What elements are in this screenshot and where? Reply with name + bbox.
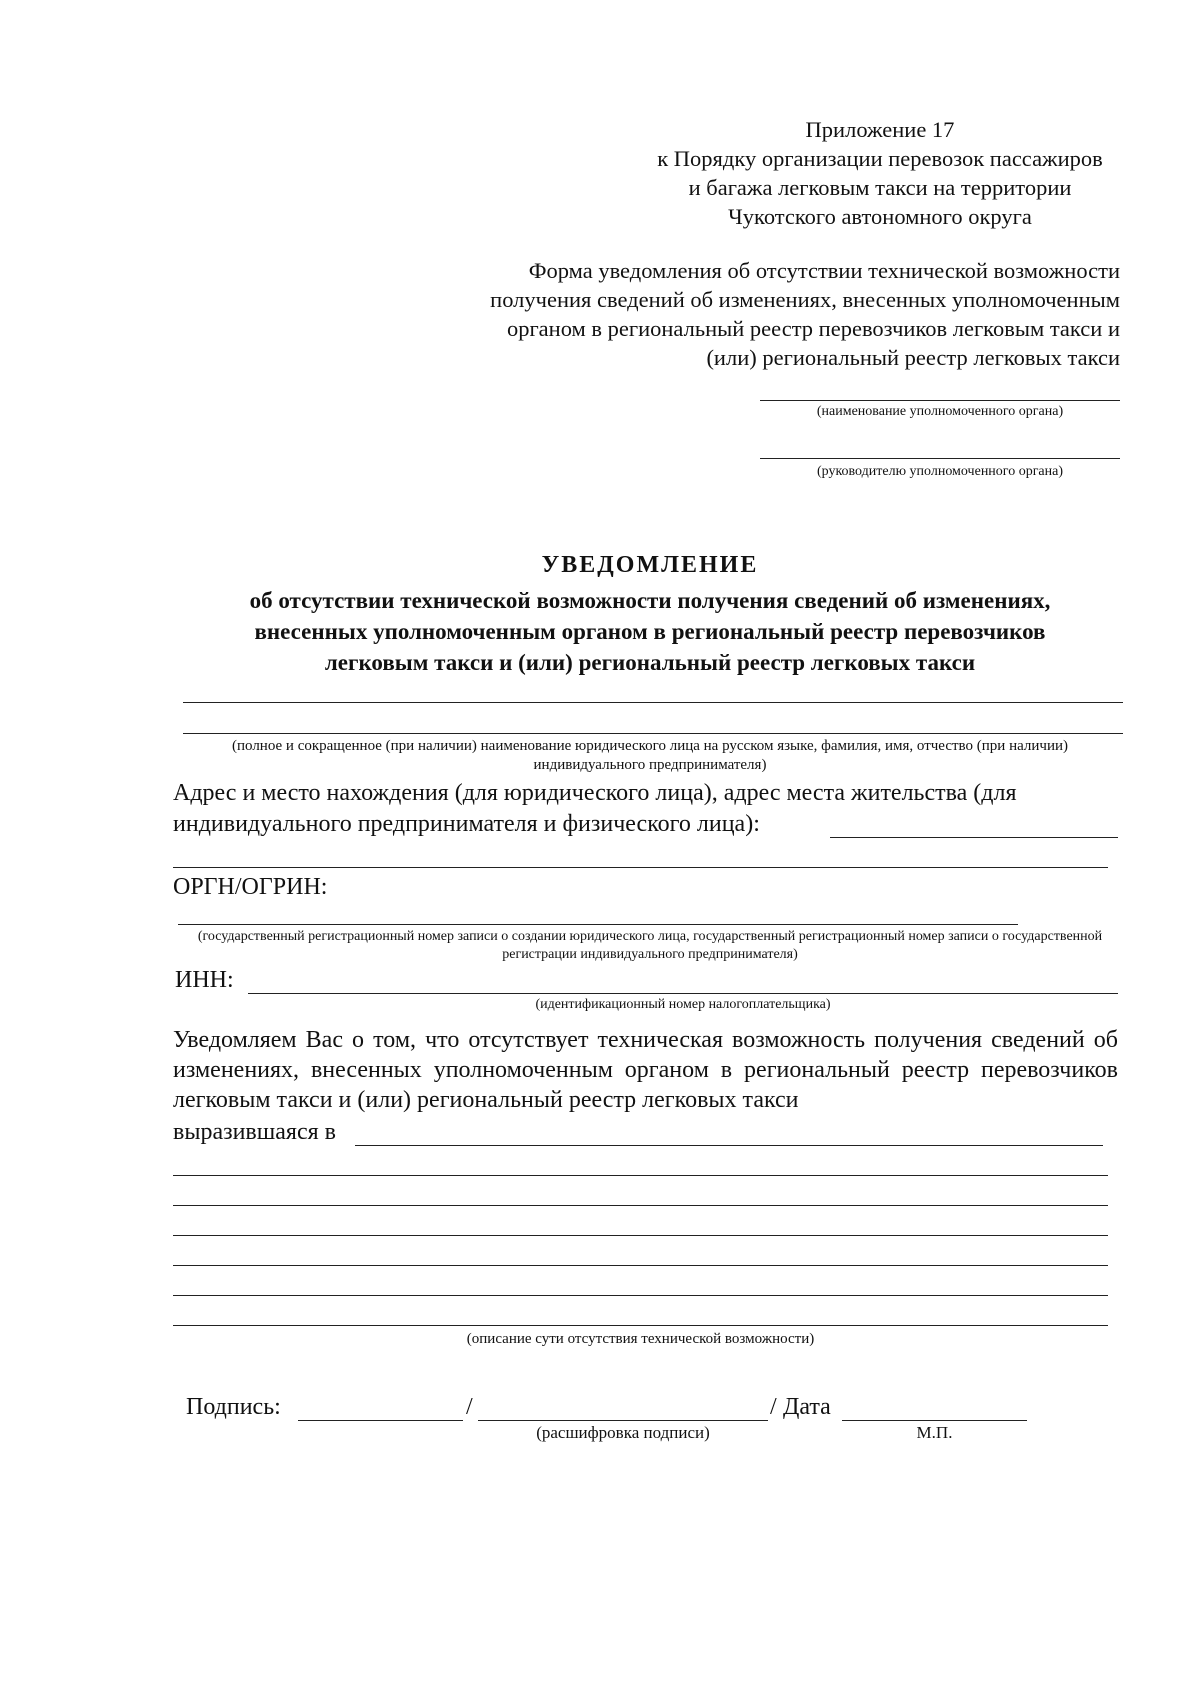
appendix-line-4: Чукотского автономного округа: [728, 204, 1032, 229]
address-label-line-2: индивидуального предпринимателя и физического лица):: [173, 811, 760, 837]
document-subtitle: [160, 585, 1140, 678]
address-label-line-1: Адрес и место нахождения (для юридического лица), адрес места жительства (для: [173, 780, 1017, 806]
description-line-1[interactable]: [173, 1175, 1108, 1176]
appendix-line-1: Приложение 17: [805, 117, 955, 142]
authority-head-field[interactable]: [760, 458, 1120, 459]
description-line-4[interactable]: [173, 1265, 1108, 1266]
appendix-line-3: и багажа легковым такси на территории: [688, 175, 1072, 200]
form-title-line-1: Форма уведомления об отсутствии технической возможности: [528, 258, 1120, 283]
org-name-field-1[interactable]: [183, 702, 1123, 703]
description-caption: (описание сути отсутствия технической возможности): [466, 1331, 815, 1347]
description-line-5[interactable]: [173, 1295, 1108, 1296]
appendix-block: [620, 115, 1140, 231]
signature-field[interactable]: [298, 1420, 463, 1421]
appendix-line-2: к Порядку организации перевозок пассажиров: [657, 146, 1103, 171]
notice-expressed-field[interactable]: [355, 1145, 1103, 1146]
signature-slash-2: /: [770, 1394, 777, 1420]
date-label: Дата: [783, 1394, 831, 1420]
description-line-3[interactable]: [173, 1235, 1108, 1236]
address-field-line[interactable]: [173, 867, 1108, 868]
subtitle-line-2: внесенных уполномоченным органом в региональный реестр перевозчиков: [254, 619, 1046, 644]
description-line-6[interactable]: [173, 1325, 1108, 1326]
authority-head-caption: (руководителю уполномоченного органа): [816, 464, 1064, 479]
description-line-2[interactable]: [173, 1205, 1108, 1206]
org-name-field-2[interactable]: [183, 733, 1123, 734]
form-title-line-2: получения сведений об изменениях, внесенных уполномоченным: [490, 287, 1120, 312]
form-title-line-3: органом в региональный реестр перевозчиков легковым такси и: [506, 316, 1120, 341]
inn-field[interactable]: [248, 993, 1118, 994]
ogrn-caption: (государственный регистрационный номер записи о создании юридического лица, государственный регистрационный номер записи о государственной регистрации индивидуального предпринимателя): [197, 929, 1103, 962]
document-title: УВЕДОМЛЕНИЕ: [541, 552, 759, 578]
org-name-caption: (полное и сокращенное (при наличии) наименование юридического лица на русском языке, фамилия, имя, отчество (при наличии) индивидуального предпринимателя): [232, 738, 1068, 773]
authority-name-field[interactable]: [760, 400, 1120, 401]
ogrn-field[interactable]: [178, 924, 1018, 925]
form-title-line-4: (или) региональный реестр легковых такси: [706, 345, 1120, 370]
authority-name-caption: (наименование уполномоченного органа): [816, 404, 1064, 419]
seal-caption: М.П.: [916, 1423, 953, 1442]
subtitle-line-3: легковым такси и (или) региональный реестр легковых такси: [324, 650, 976, 675]
form-title-block: [420, 256, 1120, 372]
inn-label: ИНН:: [175, 967, 234, 993]
ogrn-label: ОРГН/ОГРИН:: [173, 874, 328, 900]
subtitle-line-1: об отсутствии технической возможности получения сведений об изменениях,: [249, 588, 1051, 613]
signature-decode-field[interactable]: [478, 1420, 768, 1421]
notice-text: Уведомляем Вас о том, что отсутствует техническая возможность получения сведений об изменениях, внесенных уполномоченным органом в региональный реестр перевозчиков легковым такси и (или) региональный реестр легковых такси: [173, 1027, 1118, 1113]
address-field-inline[interactable]: [830, 837, 1118, 838]
signature-decode-caption: (расшифровка подписи): [536, 1423, 710, 1442]
signature-label: Подпись:: [186, 1394, 281, 1420]
date-field[interactable]: [842, 1420, 1027, 1421]
inn-caption: (идентификационный номер налогоплательщика): [535, 997, 831, 1012]
signature-slash-1: /: [466, 1394, 473, 1420]
notice-expressed-label: выразившаяся в: [173, 1119, 336, 1145]
